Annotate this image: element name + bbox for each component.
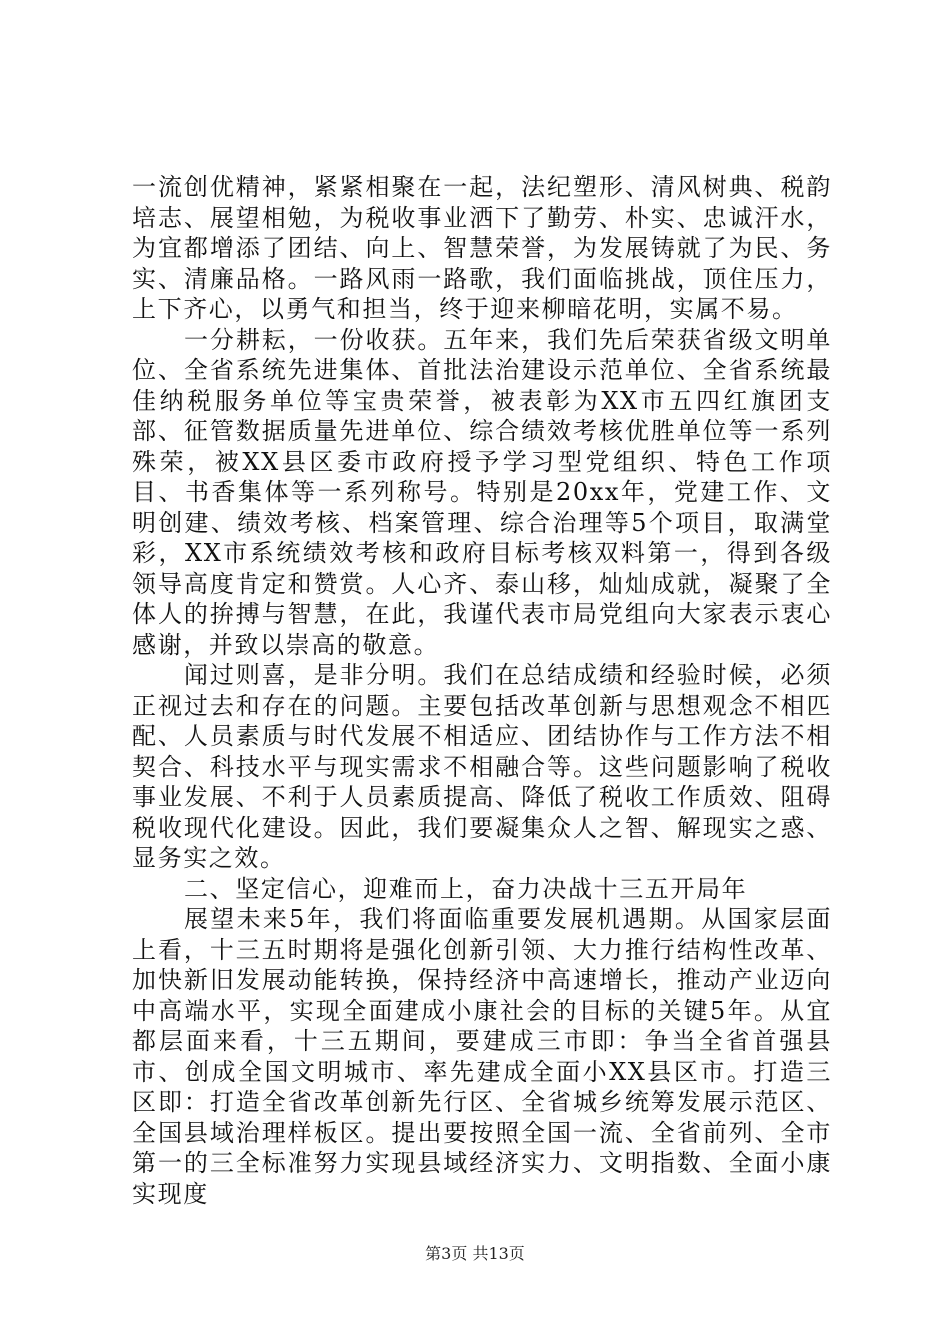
page-footer: 第3页 共13页 <box>425 1244 525 1263</box>
paragraph-achievements: 一分耕耘，一份收获。五年来，我们先后荣获省级文明单位、全省系统先进集体、首批法治建设示范单位、全省系统最佳纳税服务单位等宝贵荣誉，被表彰为XX市五四红旗团支部、征管数据质量先进单位、综合绩效考核优胜单位等一系列殊荣，被XX县区委市政府授予学习型党组织、特色工作项目、书香集体等一系列称号。特别是20xx年，党建工作、文明创建、绩效考核、档案管理、综合治理等5个项目，取满堂彩，XX市系统绩效考核和政府目标考核双料第一，得到各级领导高度肯定和赞赏。人心齐、泰山移，灿灿成就，凝聚了全体人的拚搏与智慧，在此，我谨代表市局党组向大家表示衷心感谢，并致以崇高的敬意。 <box>132 325 832 659</box>
paragraph-problems: 闻过则喜，是非分明。我们在总结成绩和经验时候，必须正视过去和存在的问题。主要包括改革创新与思想观念不相匹配、人员素质与时代发展不相适应、团结协作与工作方法不相契合、科技水平与现实需求不相融合等。这些问题影响了税收事业发展、不利于人员素质提高、降低了税收工作质效、阻碍税收现代化建设。因此，我们要凝集众人之智、解现实之惑、显务实之效。 <box>132 661 832 872</box>
body-text <box>132 172 832 1209</box>
paragraph-outlook: 展望未来5年，我们将面临重要发展机遇期。从国家层面上看，十三五时期将是强化创新引领、大力推行结构性改革、加快新旧发展动能转换，保持经济中高速增长，推动产业迈向中高端水平，实现全面建成小康社会的目标的关键5年。从宜都层面来看，十三五期间，要建成三市即：争当全省首强县市、创成全国文明城市、率先建成全面小XX县区市。打造三区即：打造全省改革创新先行区、全省城乡统筹发展示范区、全国县域治理样板区。提出要按照全国一流、全省前列、全市第一的三全标准努力实现县域经济实力、文明指数、全面小康实现度 <box>132 905 832 1208</box>
section-heading: 二、坚定信心，迎难而上，奋力决战十三五开局年 <box>184 874 748 903</box>
paragraph-continuation: 一流创优精神，紧紧相聚在一起，法纪塑形、清风树典、税韵培志、展望相勉，为税收事业洒下了勤劳、朴实、忠诚汗水，为宜都增添了团结、向上、智慧荣誉，为发展铸就了为民、务实、清廉品格。一路风雨一路歌，我们面临挑战，顶住压力，上下齐心，以勇气和担当，终于迎来柳暗花明，实属不易。 <box>132 173 832 323</box>
